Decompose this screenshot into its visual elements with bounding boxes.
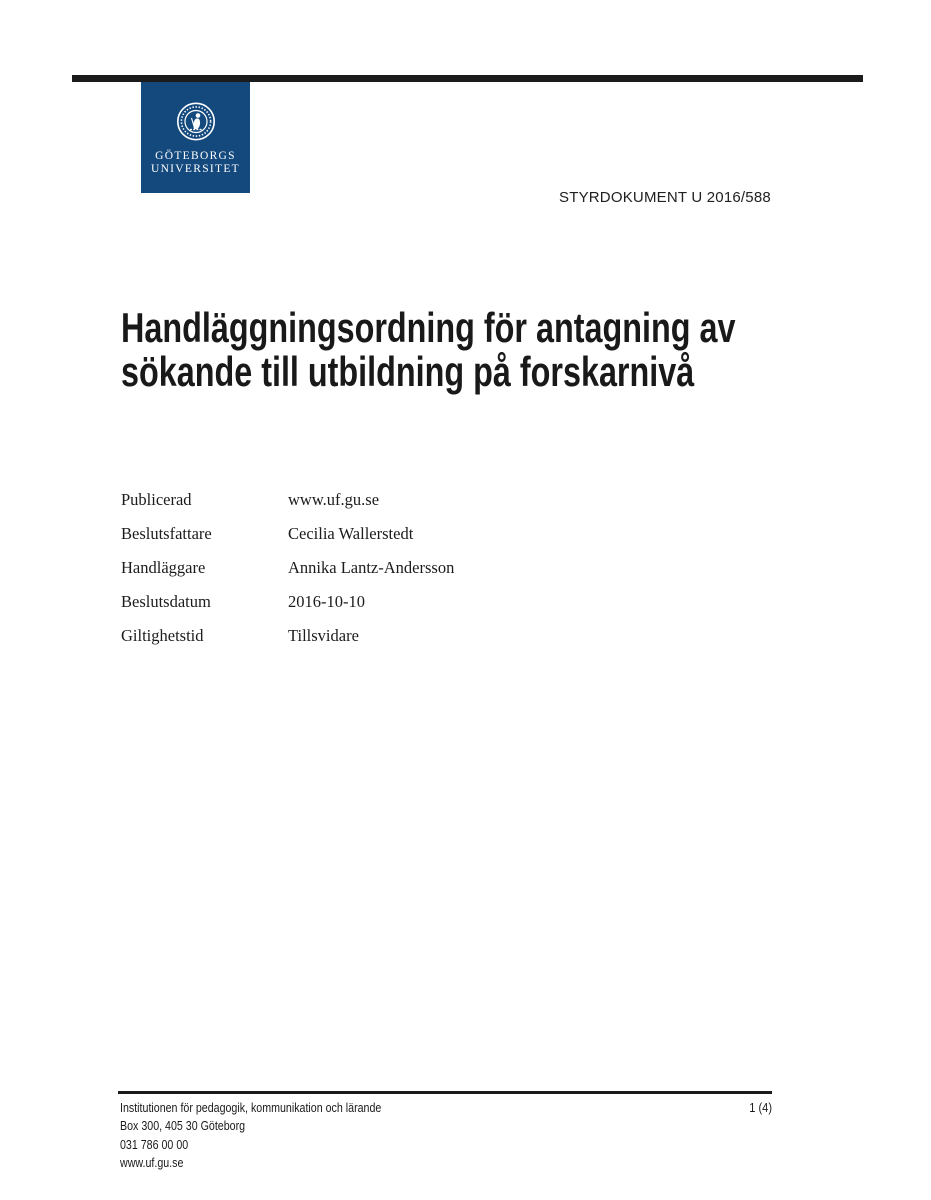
metadata-value: 2016-10-10: [288, 592, 365, 611]
metadata-row-beslutsdatum: [121, 592, 454, 626]
metadata-label: Giltighetstid: [121, 626, 204, 645]
footer-phone-text: 031 786 00 00: [120, 1136, 189, 1152]
metadata-label: Handläggare: [121, 558, 206, 577]
metadata-row-handlaggare: [121, 558, 454, 592]
footer-address-text: Box 300, 405 30 Göteborg: [120, 1118, 246, 1134]
metadata-value: Tillsvidare: [288, 626, 359, 645]
footer-phone: [120, 1136, 439, 1154]
metadata-value: Cecilia Wallerstedt: [288, 524, 414, 543]
page-number: 1 (4): [749, 1100, 772, 1115]
footer-rule: [118, 1091, 772, 1094]
footer-website-text: www.uf.gu.se: [120, 1154, 184, 1170]
footer-website: [120, 1154, 439, 1172]
top-rule: [72, 75, 863, 82]
footer-department: [120, 1099, 439, 1117]
metadata-label: Beslutsfattare: [121, 524, 212, 543]
metadata-label: Beslutsdatum: [121, 592, 211, 611]
metadata-value: Annika Lantz-Andersson: [288, 558, 455, 577]
logo-name-line1: GÖTEBORGS: [155, 150, 236, 162]
university-seal-icon: [176, 102, 215, 141]
metadata-row-publicerad: [121, 490, 454, 524]
document-title-line1: Handläggningsordning för antagning av: [121, 304, 736, 351]
metadata-row-beslutsfattare: [121, 524, 454, 558]
footer-department-text: Institutionen för pedagogik, kommunikation och lärande: [120, 1100, 382, 1115]
document-title-line2: sökande till utbildning på forskarnivå: [121, 348, 695, 395]
university-logo: [141, 82, 250, 193]
footer-address: [120, 1117, 439, 1135]
metadata-value: www.uf.gu.se: [288, 490, 380, 509]
metadata-row-giltighetstid: [121, 626, 454, 660]
metadata-label: Publicerad: [121, 490, 192, 509]
logo-name-line2: UNIVERSITET: [150, 163, 241, 175]
document-reference: STYRDOKUMENT U 2016/588: [559, 189, 771, 206]
document-title: [121, 306, 735, 394]
metadata-table: [121, 490, 454, 660]
footer-address-block: [120, 1099, 439, 1172]
